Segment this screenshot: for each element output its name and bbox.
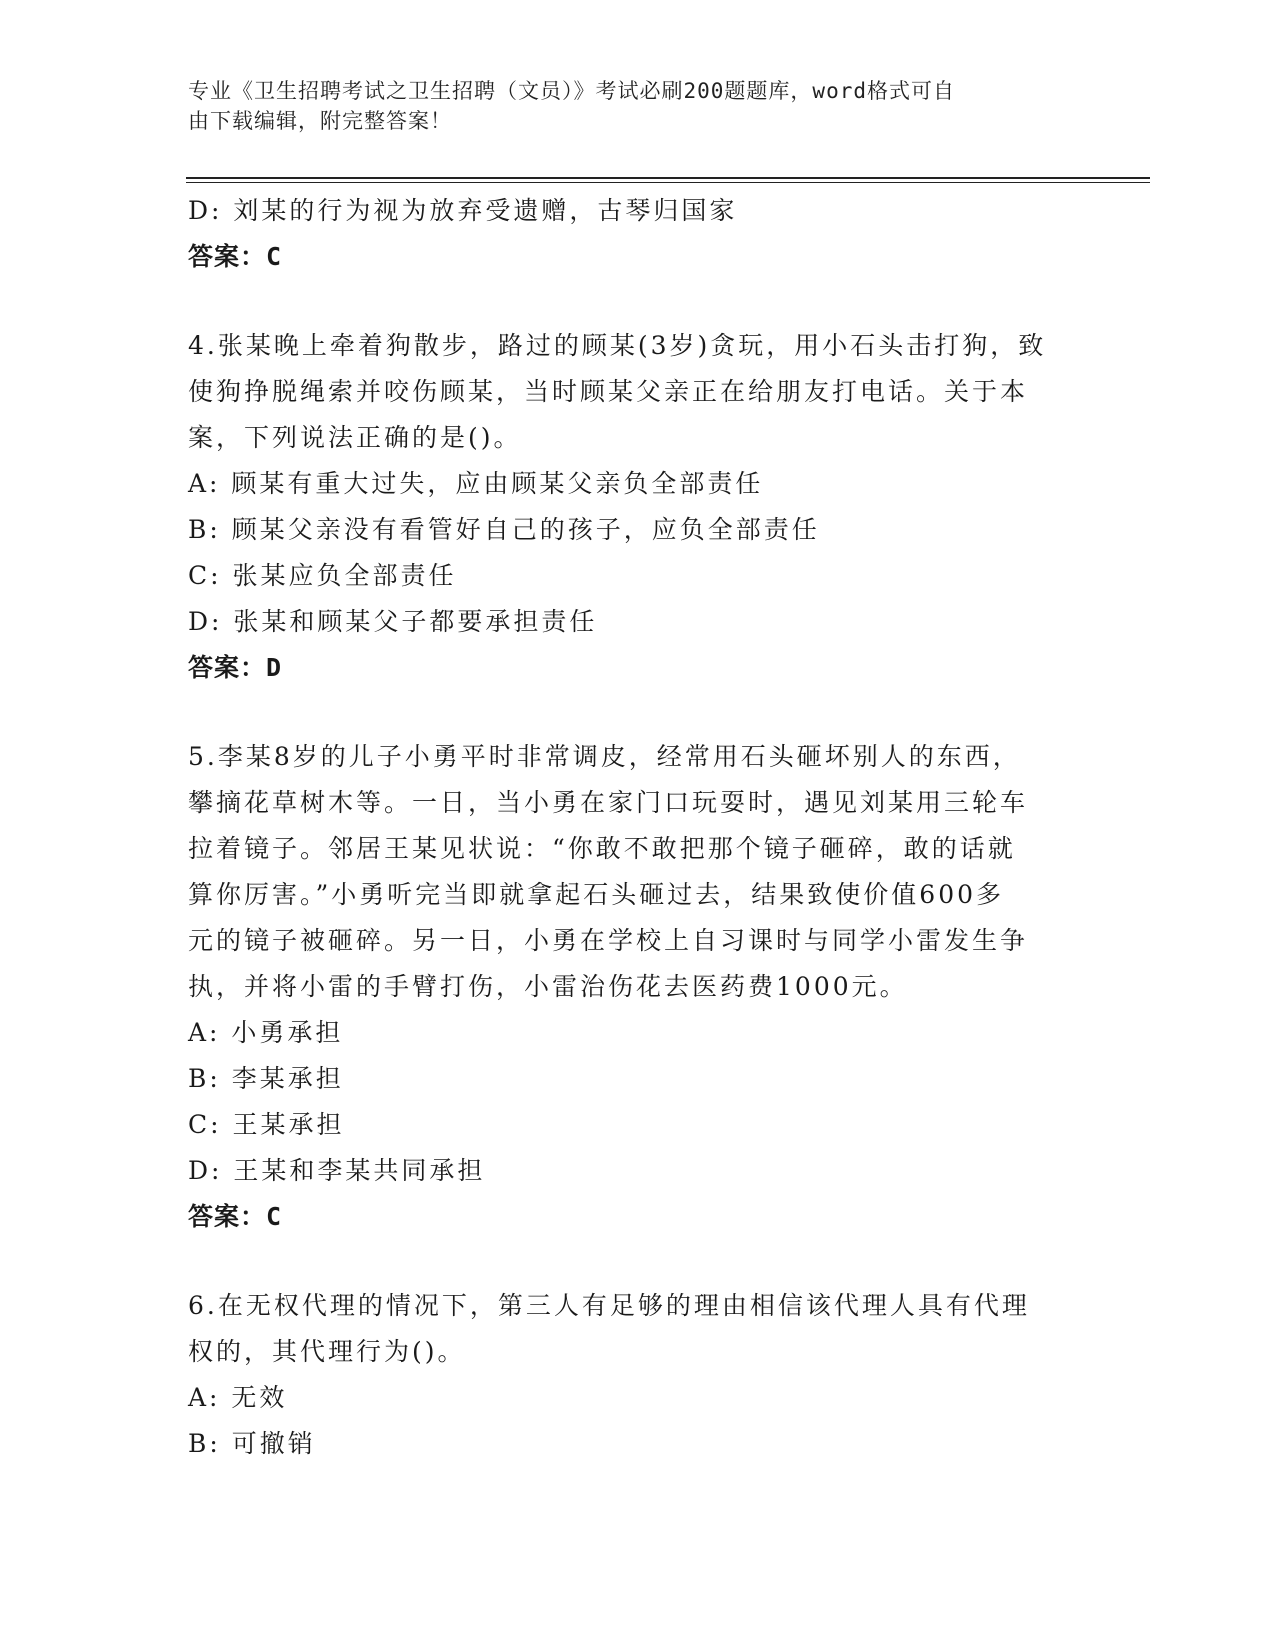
- document-header: [188, 76, 1088, 136]
- question-4: [188, 323, 1088, 691]
- question-text-line: 6.在无权代理的情况下，第三人有足够的理由相信该代理人具有代理: [188, 1291, 1030, 1320]
- spacer: [188, 280, 1088, 323]
- header-rule-thin: [186, 182, 1150, 183]
- option-c: C: 张某应负全部责任: [188, 561, 457, 590]
- question-text-line: 权的，其代理行为()。: [188, 1337, 466, 1366]
- question-6: [188, 1283, 1088, 1467]
- option-c: C: 王某承担: [188, 1110, 345, 1139]
- question-text-line: 执，并将小雷的手臂打伤，小雷治伤花去医药费1000元。: [188, 972, 908, 1001]
- answer: 答案：D: [188, 653, 283, 682]
- answer: 答案：C: [188, 242, 283, 271]
- option-b: B: 李某承担: [188, 1064, 344, 1093]
- question-text-line: 使狗挣脱绳索并咬伤顾某，当时顾某父亲正在给朋友打电话。关于本: [188, 377, 1029, 406]
- question-text-line: 拉着镜子。邻居王某见状说：“你敢不敢把那个镜子砸碎，敢的话就: [188, 834, 1016, 863]
- question-text-line: 攀摘花草树木等。一日，当小勇在家门口玩耍时，遇见刘某用三轮车: [188, 788, 1029, 817]
- option-a: A: 无效: [188, 1383, 288, 1412]
- question-text-line: 元的镜子被砸碎。另一日，小勇在学校上自习课时与同学小雷发生争: [188, 926, 1029, 955]
- spacer: [188, 1240, 1088, 1283]
- option-d: D: 张某和顾某父子都要承担责任: [188, 607, 598, 636]
- answer: 答案：C: [188, 1202, 283, 1231]
- header-line-2: 由下载编辑，附完整答案！: [188, 109, 452, 133]
- question-text-line: 算你厉害。”小勇听完当即就拿起石头砸过去，结果致使价值600多: [188, 880, 1005, 909]
- header-line-1: 专业《卫生招聘考试之卫生招聘（文员）》考试必刷200题题库，word格式可自: [188, 79, 955, 103]
- question-5: [188, 734, 1088, 1240]
- spacer: [188, 691, 1088, 734]
- option-d: D: 刘某的行为视为放弃受遗赠，古琴归国家: [188, 196, 738, 225]
- question-text-line: 案，下列说法正确的是()。: [188, 423, 522, 452]
- option-a: A: 顾某有重大过失，应由顾某父亲负全部责任: [188, 469, 764, 498]
- option-d: D: 王某和李某共同承担: [188, 1156, 486, 1185]
- option-a: A: 小勇承担: [188, 1018, 344, 1047]
- option-b: B: 顾某父亲没有看管好自己的孩子，应负全部责任: [188, 515, 820, 544]
- question-text-line: 4.张某晚上牵着狗散步，路过的顾某(3岁)贪玩，用小石头击打狗，致: [188, 331, 1047, 360]
- question-text-line: 5.李某8岁的儿子小勇平时非常调皮，经常用石头砸坏别人的东西，: [188, 742, 1021, 771]
- document-body: [188, 188, 1088, 1467]
- header-rule-thick: [186, 177, 1150, 179]
- option-b: B: 可撤销: [188, 1429, 316, 1458]
- question-3-tail: [188, 188, 1088, 280]
